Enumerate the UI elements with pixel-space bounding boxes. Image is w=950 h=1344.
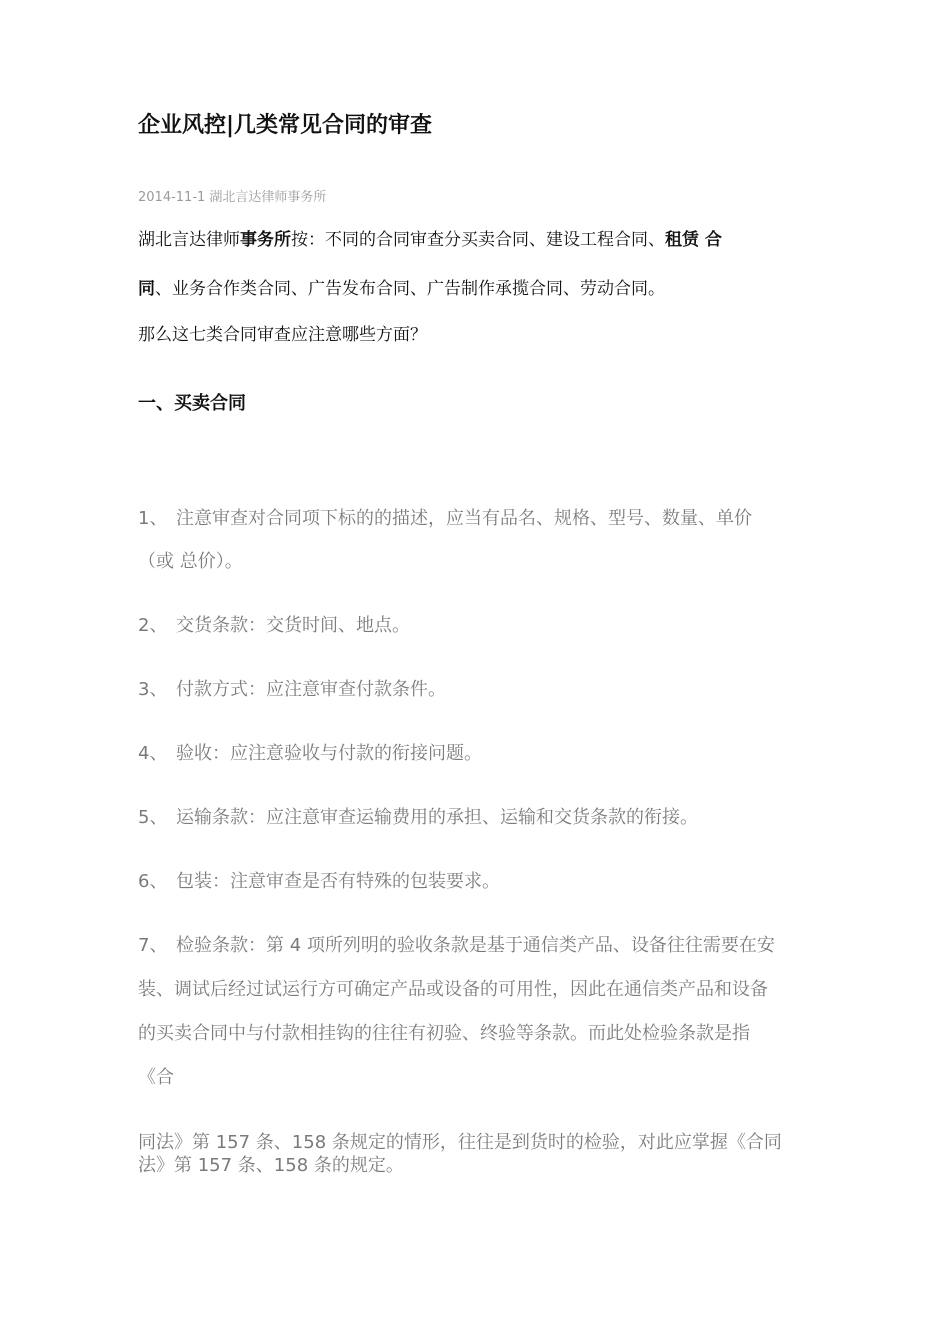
list-item-2	[138, 611, 410, 637]
list-text: 包装：注意审查是否有特殊的包装要求。	[176, 871, 500, 892]
article-source: 湖北言达律师事务所	[209, 190, 327, 205]
list-number: 6、	[138, 871, 168, 892]
list-item-1-continued: （或 总价）。	[138, 551, 243, 572]
list-number: 1、	[138, 508, 168, 529]
list-item-1	[138, 504, 752, 530]
intro-question: 那么这七类合同审查应注意哪些方面？	[138, 325, 427, 345]
list-text: 付款方式：应注意审查付款条件。	[176, 679, 446, 700]
continuation-line-2: 法》第 157 条、158 条的规定。	[138, 1155, 404, 1176]
section-heading: 一、买卖合同	[138, 393, 246, 414]
article-title: 企业风控|几类常见合同的审查	[138, 113, 433, 138]
list-item-4	[138, 739, 482, 765]
list-item-7-line-4: 《合	[138, 1067, 174, 1088]
intro-bold-text: 事务所	[240, 230, 291, 250]
intro-text: 、业务合作类合同、广告发布合同、广告制作承揽合同、劳动合同。	[155, 279, 665, 299]
list-item-6	[138, 867, 500, 893]
list-item-3	[138, 675, 446, 701]
list-item-7-line-3: 的买卖合同中与付款相挂钩的往往有初验、终验等条款。而此处检验条款是指	[138, 1023, 750, 1044]
list-number: 4、	[138, 743, 168, 764]
list-number: 3、	[138, 679, 168, 700]
article-meta	[138, 186, 326, 205]
list-text: 检验条款：第 4 项所列明的验收条款是基于通信类产品、设备往往需要在安	[176, 935, 775, 956]
intro-text: 湖北言达律师	[138, 230, 240, 250]
list-text: 验收：应注意验收与付款的衔接问题。	[176, 743, 482, 764]
list-text: 运输条款：应注意审查运输费用的承担、运输和交货条款的衔接。	[176, 807, 698, 828]
list-item-7-line-2: 装、调试后经过试运行方可确定产品或设备的可用性，因此在通信类产品和设备	[138, 979, 768, 1000]
list-text: 交货条款：交货时间、地点。	[176, 615, 410, 636]
list-number: 2、	[138, 615, 168, 636]
intro-bold-text: 同	[138, 279, 155, 299]
intro-line-2	[138, 274, 665, 299]
article-date: 2014-11-1	[138, 190, 206, 205]
list-item-7	[138, 931, 775, 957]
list-number: 5、	[138, 807, 168, 828]
continuation-line-1: 同法》第 157 条、158 条规定的情形，往往是到货时的检验，对此应掌握《合同	[138, 1132, 782, 1153]
intro-bold-text: 租赁 合	[665, 230, 722, 250]
list-number: 7、	[138, 935, 168, 956]
intro-text: 按：不同的合同审查分买卖合同、建设工程合同、	[291, 230, 665, 250]
intro-line-1	[138, 225, 722, 250]
list-item-5	[138, 803, 698, 829]
list-text: 注意审查对合同项下标的的描述，应当有品名、规格、型号、数量、单价	[176, 508, 752, 529]
